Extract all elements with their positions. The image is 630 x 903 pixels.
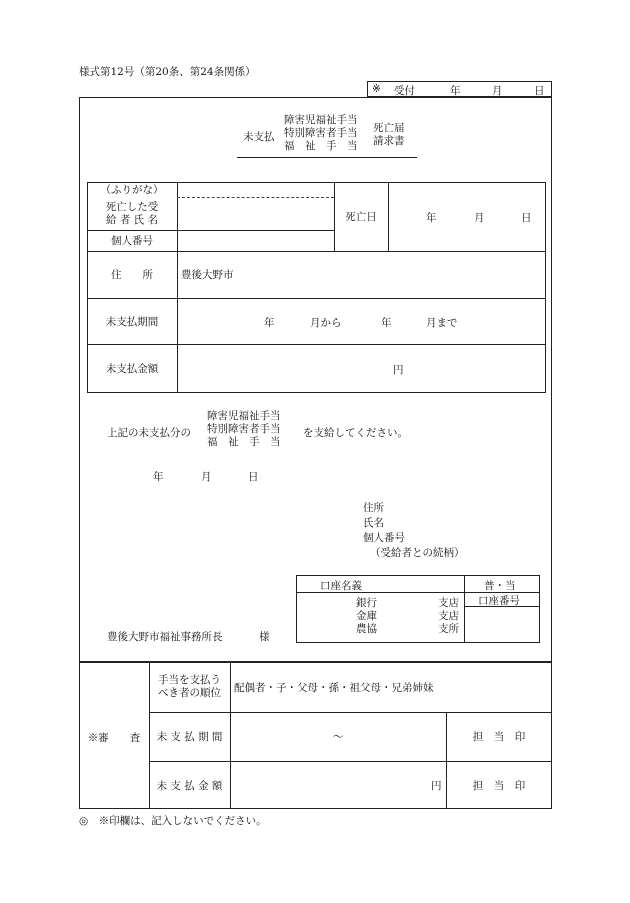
title-doc-type-1: 死亡届 [373, 122, 405, 134]
title-allowance-2: 特別障害者手当 [284, 127, 358, 139]
branch-1: 支店 [438, 597, 459, 609]
applicant-individual-number-label: 個人番号 [363, 532, 405, 544]
review-period-stamp: 担 当 印 [472, 731, 526, 743]
period-month-to: 月まで [426, 317, 458, 329]
death-month: 月 [474, 212, 485, 224]
title-allowance-1: 障害児福祉手当 [284, 114, 358, 126]
branch-3: 支所 [438, 623, 459, 635]
account-number-label: 口座番号 [478, 595, 520, 607]
death-year: 年 [426, 212, 437, 224]
payment-order-label-1: 手当を支払う [158, 674, 221, 686]
date-year: 年 [153, 471, 164, 483]
statement-allowance-3: 福 祉 手 当 [207, 436, 281, 448]
review-amount-yen: 円 [431, 780, 442, 792]
branch-2: 支店 [438, 610, 459, 622]
receipt-year: 年 [450, 85, 461, 97]
period-month-from: 月から [310, 317, 342, 329]
form-number: 様式第12号（第20条、第24条関係） [79, 66, 256, 78]
payment-order-label [149, 662, 230, 712]
death-date-label: 死亡日 [345, 211, 377, 223]
footnote: ◎ ※印欄は、記入しないでください。 [79, 815, 267, 827]
receipt-day: 日 [534, 85, 545, 97]
review-label: ※審 査 [87, 731, 141, 744]
title-allowance-3: 福 祉 手 当 [284, 140, 358, 152]
title-allowances [284, 114, 358, 153]
statement-allowance-1: 障害児福祉手当 [207, 410, 281, 422]
applicant-address-label: 住所 [363, 502, 384, 514]
receipt-box [367, 81, 552, 97]
unpaid-period-label: 未支払期間 [105, 315, 159, 328]
deceased-name-label-1: 死亡した受 [105, 200, 159, 213]
institution-types [356, 597, 377, 636]
unpaid-amount-label: 未支払金額 [105, 363, 159, 375]
applicant-relation-label: （受給者との続柄） [370, 547, 465, 559]
payment-order-label-2: べき者の順位 [158, 687, 221, 699]
statement-suffix: を支給してください。 [303, 427, 408, 439]
title-prefix: 未支払 [243, 131, 275, 143]
account-type: 普・当 [484, 580, 516, 592]
institution-shinkin: 金庫 [356, 610, 377, 622]
title-doc-type-2: 請求書 [373, 135, 405, 147]
institution-bank: 銀行 [356, 597, 377, 609]
title-underline [237, 157, 417, 158]
deceased-name-label [87, 197, 177, 230]
unpaid-amount-unit: 円 [393, 364, 404, 376]
receipt-mark: ※ [372, 83, 381, 95]
applicant-name-label: 氏名 [363, 517, 384, 529]
payment-order-value: 配偶者・子・父母・孫・祖父母・兄弟姉妹 [234, 681, 434, 694]
review-amount-stamp: 担 当 印 [472, 779, 526, 792]
death-day: 日 [521, 212, 532, 224]
date-month: 月 [201, 471, 212, 483]
date-day: 日 [248, 471, 259, 483]
branch-types [438, 597, 459, 636]
deceased-name-label-2: 給 者 氏 名 [105, 213, 158, 226]
address-label: 住 所 [111, 269, 153, 281]
title-doc-types [373, 122, 405, 148]
statement-allowance-2: 特別障害者手当 [207, 423, 281, 435]
period-year-to: 年 [381, 317, 392, 329]
address-value: 豊後大野市 [181, 269, 234, 281]
furigana-label: （ふりがな） [100, 183, 164, 196]
addressee-honorific: 様 [259, 631, 270, 643]
statement-prefix: 上記の未支払分の [107, 427, 191, 439]
individual-number-label: 個人番号 [111, 235, 153, 247]
period-year-from: 年 [264, 317, 275, 329]
institution-nokyo: 農協 [356, 623, 377, 635]
receipt-label: 受付 [394, 85, 415, 97]
addressee-office: 豊後大野市福祉事務所長 [107, 631, 223, 643]
statement-allowances [207, 410, 281, 449]
review-amount-label: 未 支 払 金 額 [156, 779, 223, 792]
review-period-label: 未 支 払 期 間 [156, 731, 223, 743]
account-name-label: 口座名義 [320, 580, 362, 592]
receipt-month: 月 [492, 85, 503, 97]
review-period-tilde: ～ [332, 731, 344, 743]
